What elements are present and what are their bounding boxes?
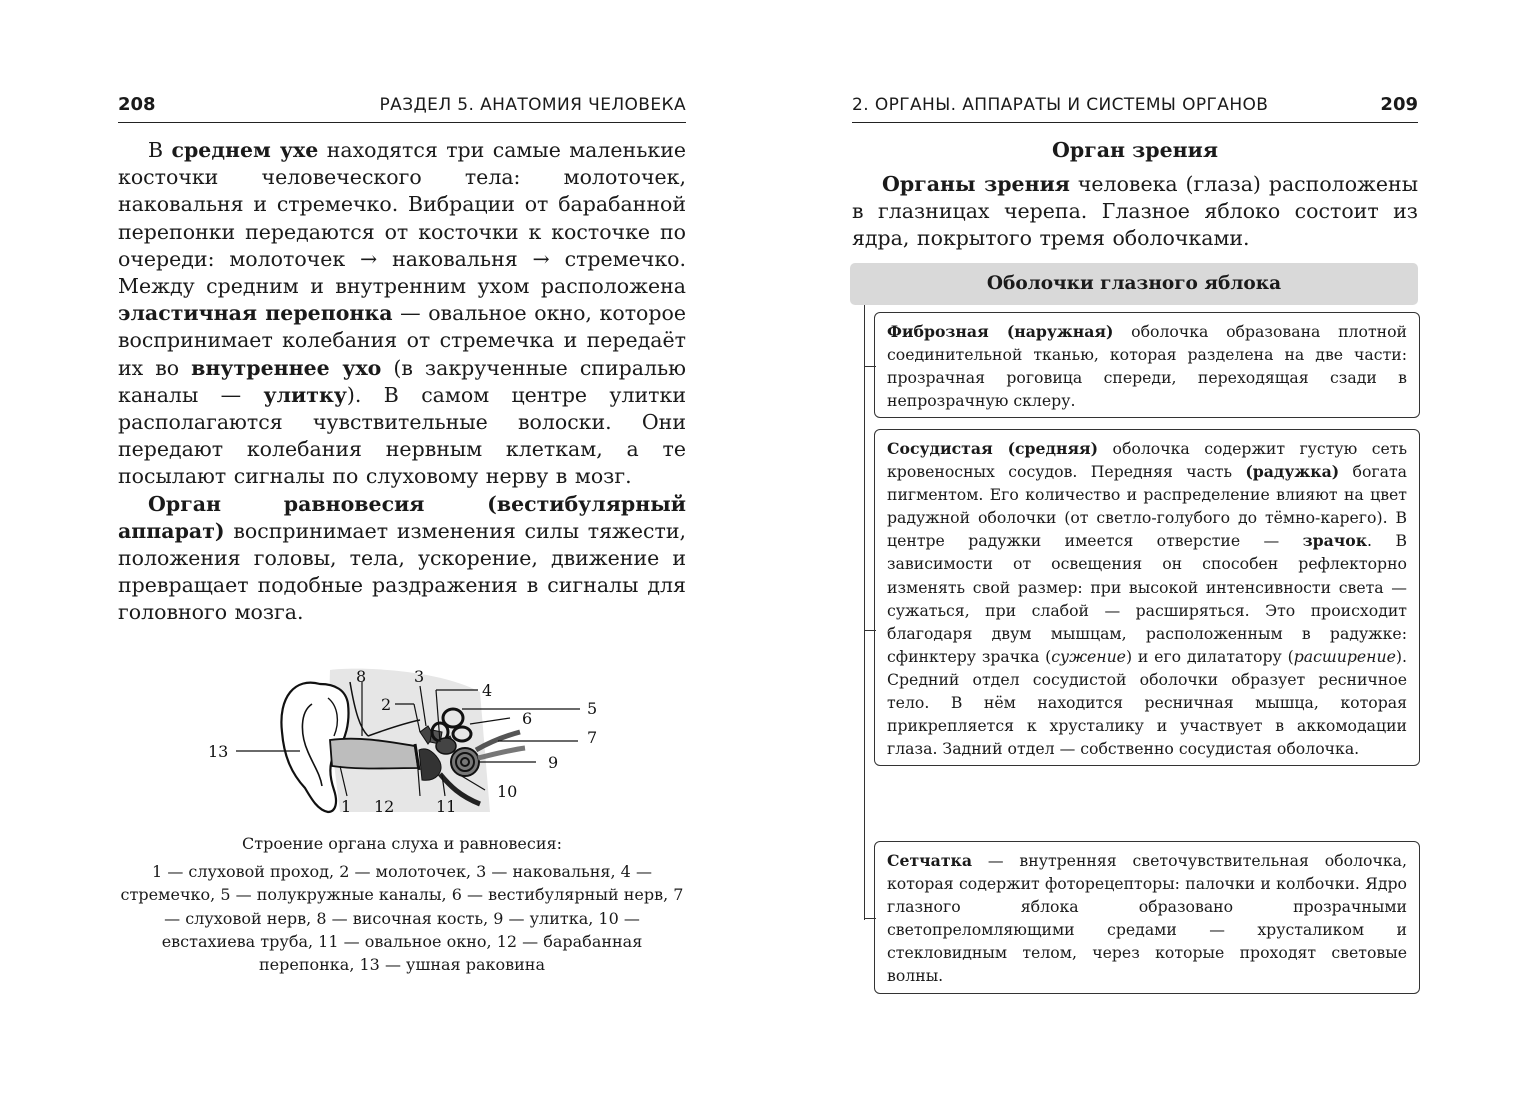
shell-box-fibrous <box>874 312 1420 418</box>
left-running-header <box>118 92 686 123</box>
text-run: — овальное окно, которое воспринимает колебания от стремечка и передаёт их во <box>118 301 686 380</box>
caption-title: Строение органа слуха и равновесия: <box>241 834 562 853</box>
figure-label: 1 <box>341 797 352 816</box>
running-header-title-left: РАЗДЕЛ 5. АНАТОМИЯ ЧЕЛОВЕКА <box>379 95 686 115</box>
text-run: — внутренняя светочувствительная оболочка, которая содержит фоторецепторы: палочки и колбочки. Ядро глазного яблока образовано прозрачными светопреломляющими средами — хрусталиком и стекловидным телом, через которые проходят световые волны. <box>887 851 1407 986</box>
text-run: находятся три самые маленькие косточки человеческого тела: молоточек, наковальня и стремечко. Вибрации от барабанной перепонки передаются от косточки к косточке по очереди: молоточек → наковальня → стремечко. Между средним и внутренним ухом расположена <box>118 138 686 299</box>
figure-label: 4 <box>482 681 493 700</box>
term-pupil: зрачок <box>1302 531 1368 551</box>
text-run: богата пигментом. Его количество и распределение влияют на цвет радужной оболочки (от светло-голубого до тёмно-карего). В центре радужки имеется отверстие — <box>887 462 1407 551</box>
figure-label: 7 <box>587 728 598 747</box>
term-inner-ear: внутреннее ухо <box>191 355 382 380</box>
term-iris: (радужка) <box>1245 462 1340 482</box>
term-middle-ear: среднем ухе <box>171 138 319 162</box>
right-body-text <box>852 171 1418 253</box>
term-vision-organs: Органы зрения <box>882 172 1070 196</box>
paragraph-vision-intro <box>852 171 1418 253</box>
term-balance-organ: Орган равновесия (вестибулярный аппарат) <box>118 491 686 543</box>
text-run: В <box>148 138 172 162</box>
shell-box-retina <box>874 841 1420 994</box>
figure-label: 11 <box>436 797 457 816</box>
figure-caption <box>118 832 686 976</box>
figure-label: 13 <box>208 742 229 761</box>
term-elastic-membrane: эластичная перепонка <box>118 301 393 326</box>
text-run: воспринимает изменения силы тяжести, положения головы, тела, ускорение, движение и превращает подобные раздражения в сигналы для головного мозга. <box>118 518 686 625</box>
right-page <box>768 0 1536 1105</box>
figure-label: 9 <box>548 753 559 772</box>
figure-label: 3 <box>414 667 425 686</box>
shells-table-header: Оболочки глазного яблока <box>850 263 1418 305</box>
figure-label: 6 <box>522 709 533 728</box>
text-run: ) и его дилататору ( <box>1125 646 1294 666</box>
figure-label: 2 <box>381 695 392 714</box>
ear-structure-figure <box>200 662 620 827</box>
paragraph-middle-ear <box>118 137 686 491</box>
figure-label: 10 <box>497 782 518 801</box>
term-retina: Сетчатка <box>887 851 973 870</box>
term-vascular: Сосудистая (средняя) <box>887 439 1099 458</box>
text-run: человека (глаза) расположены в глазницах черепа. Глазное яблоко состоит из ядра, покрытого тремя оболочками. <box>852 172 1419 251</box>
bracket-line <box>864 305 865 920</box>
shell-box-vascular <box>874 429 1420 766</box>
term-fibrous: Фиброзная (наружная) <box>887 322 1114 341</box>
left-body-text <box>118 137 686 627</box>
figure-label: 8 <box>356 667 367 686</box>
term-cochlea: улитку <box>263 382 347 407</box>
term-constriction: сужение <box>1051 646 1126 666</box>
term-dilation: расширение <box>1293 646 1396 666</box>
running-header-title-right: 2. ОРГАНЫ. АППАРАТЫ И СИСТЕМЫ ОРГАНОВ <box>852 95 1269 115</box>
text-run: оболочка образована плотной соединительной тканью, которая разделена на две части: прозрачная роговица спереди, переходящая сзади в непрозрачную склеру. <box>887 322 1407 411</box>
text-run: оболочка содержит густую сеть кровеносных сосудов. Передняя часть <box>887 439 1408 482</box>
right-running-header <box>852 92 1418 123</box>
text-run: ). Средний отдел сосудистой оболочки образует ресничное тело. В нём находится ресничная мышца, которая прикрепляется к хрусталику и участвует в аккомодации глаза. Задний отдел — собственно сосудистая оболочка. <box>887 646 1408 759</box>
section-title: Орган зрения <box>1052 138 1218 162</box>
text-run: (в закрученные спиралью каналы — <box>118 355 686 407</box>
figure-label: 5 <box>587 699 598 718</box>
caption-legend: 1 — слуховой проход, 2 — молоточек, 3 — наковальня, 4 — стремечко, 5 — полукружные каналы, 6 — вестибулярный нерв, 7 — слуховой нерв, 8 — височная кость, 9 — улитка, 10 — евстахиева труба, 11 — овальное окно, 12 — барабанная перепонка, 13 — ушная раковина <box>120 862 684 975</box>
page-number-right: 209 <box>1380 94 1418 115</box>
paragraph-balance-organ <box>118 491 686 627</box>
text-run: ). В самом центре улитки располагаются чувствительные волоски. Они передают колебания нервным клеткам, а те посылают сигналы по слуховому нерву в мозг. <box>118 382 686 489</box>
page-number-left: 208 <box>118 94 156 115</box>
figure-label: 12 <box>374 797 395 816</box>
text-run: . В зависимости от освещения он способен рефлекторно изменять свой размер: при высокой интенсивности света — сужаться, при слабой — расширяться. Это происходит благодаря двум мышцам, расположенным в радужке: сфинктеру зрачка ( <box>887 531 1407 666</box>
